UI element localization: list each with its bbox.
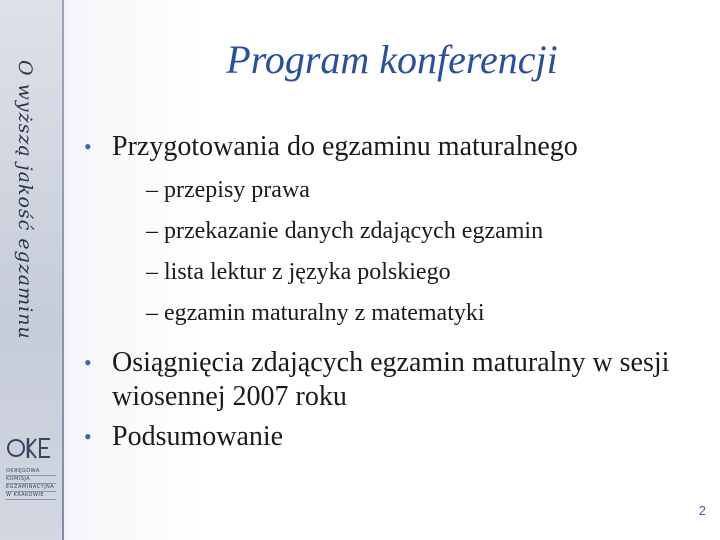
oke-logo (6, 428, 56, 500)
bullet-item (84, 130, 704, 164)
slide-title: Program konferencji (226, 37, 558, 82)
bullet-dot-icon: • (84, 424, 92, 449)
bullet-text: Osiągnięcia zdających egzamin maturalny w sesji wiosennej 2007 roku (112, 347, 670, 412)
logo-line: W KRAKOWIE (6, 492, 56, 500)
bullet-item (84, 346, 704, 414)
bullet-dot-icon: • (84, 134, 92, 159)
sub-item: – przekazanie danych zdających egzamin (146, 218, 544, 244)
sub-item: – lista lektur z języka polskiego (146, 259, 451, 285)
logo-line: EGZAMINACYJNA (6, 484, 55, 490)
logo-text (6, 468, 56, 500)
sub-item: – przepisy prawa (146, 177, 310, 203)
page-number: 2 (698, 503, 706, 518)
sub-item: – egzamin maturalny z matematyki (146, 300, 485, 326)
bullet-dot-icon: • (84, 350, 92, 375)
oke-logo-mark-icon (6, 428, 56, 460)
sidebar-tagline: O wyższą jakość egzaminu (14, 60, 36, 340)
logo-line: KOMISJA (6, 476, 56, 484)
sub-list (146, 170, 704, 334)
slide-content (84, 130, 704, 454)
bullet-text: Podsumowanie (112, 421, 284, 452)
bullet-text: Przygotowania do egzaminu maturalnego (112, 131, 578, 162)
bullet-item (84, 420, 704, 454)
logo-line: OKRĘGOWA (6, 468, 56, 476)
